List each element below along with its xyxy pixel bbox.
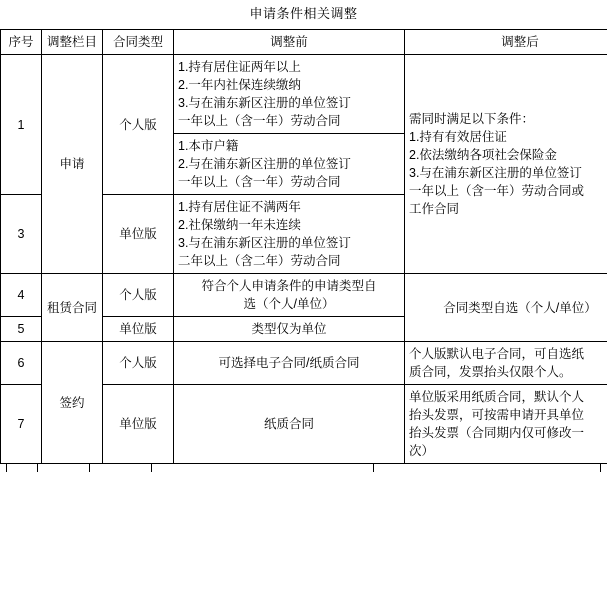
before-line: 2.与在浦东新区注册的单位签订 [178,157,351,171]
before-line: 符合个人申请条件的申请类型自 [201,279,377,293]
before-line: 3.与在浦东新区注册的单位签订 [178,236,351,250]
adjustment-table [0,29,607,464]
cell-item-label: 租赁合同 [46,300,97,315]
before-line: 一年以上（含一年）劳动合同 [178,175,341,189]
cell-type: 单位版 [103,195,174,274]
cell-type: 个人版 [103,55,174,195]
table-row [1,274,607,317]
after-line: 抬头发票（合同期内仅可修改一 [409,426,585,440]
before-line: 二年以上（含二年）劳动合同 [178,254,341,268]
header-after: 调整后 [405,30,607,55]
header-seq: 序号 [1,30,42,55]
cell-item [42,274,103,342]
table-header-row [1,30,607,55]
after-line: 抬头发票，可按需申请开具单位 [409,408,585,422]
cell-before [174,134,405,195]
cell-after [405,385,607,464]
stub-item [37,464,90,472]
cell-seq: 1 [1,55,42,195]
before-line: 3.与在浦东新区注册的单位签订 [178,96,351,110]
stub-seq [6,464,38,472]
stub-after [373,464,601,472]
before-line: 2.社保缴纳一年未连续 [178,218,301,232]
before-line: 1.持有居住证两年以上 [178,60,301,74]
header-contract-type: 合同类型 [103,30,174,55]
after-line: 质合同，发票抬头仅限个人。 [409,365,572,379]
cell-before: 类型仅为单位 [174,317,405,342]
after-line: 一年以上（含一年）劳动合同或 [409,184,585,198]
cell-before [174,195,405,274]
cell-item: 申请 [42,55,103,274]
before-line: 1.本市户籍 [178,139,239,153]
before-line: 1.持有居住证不满两年 [178,200,301,214]
cell-after [405,55,607,274]
before-line: 一年以上（含一年）劳动合同 [178,114,341,128]
cell-item: 签约 [42,342,103,464]
cell-before [174,55,405,134]
cell-seq: 6 [1,342,42,385]
stub-type [89,464,152,472]
cell-type: 个人版 [103,342,174,385]
cell-seq: 4 [1,274,42,317]
cell-before: 纸质合同 [174,385,405,464]
cell-type: 个人版 [103,274,174,317]
after-line: 单位版采用纸质合同，默认个人 [409,390,585,404]
cell-before [174,274,405,317]
stub-before [151,464,374,472]
header-before: 调整前 [174,30,405,55]
before-line: 2.一年内社保连续缴纳 [178,78,301,92]
cell-before: 可选择电子合同/纸质合同 [174,342,405,385]
table-row [1,55,607,134]
after-line: 工作合同 [409,202,460,216]
page-title: 申请条件相关调整 [249,6,358,21]
header-item: 调整栏目 [42,30,103,55]
table-bottom-continuation [6,464,601,472]
cell-seq: 3 [1,195,42,274]
cell-type: 单位版 [103,385,174,464]
cell-after [405,342,607,385]
after-line: 个人版默认电子合同，可自选纸 [409,347,585,361]
table-row [1,342,607,385]
after-line: 1.持有有效居住证 [409,130,507,144]
cell-type: 单位版 [103,317,174,342]
after-line: 次） [409,444,435,458]
cell-after: 合同类型自选（个人/单位） [405,274,607,342]
cell-seq: 5 [1,317,42,342]
after-line: 3.与在浦东新区注册的单位签订 [409,166,582,180]
cell-seq: 7 [1,385,42,464]
before-line: 选（个人/单位） [243,297,335,311]
after-line: 需同时满足以下条件： [409,112,535,126]
after-line: 2.依法缴纳各项社会保险金 [409,148,557,162]
